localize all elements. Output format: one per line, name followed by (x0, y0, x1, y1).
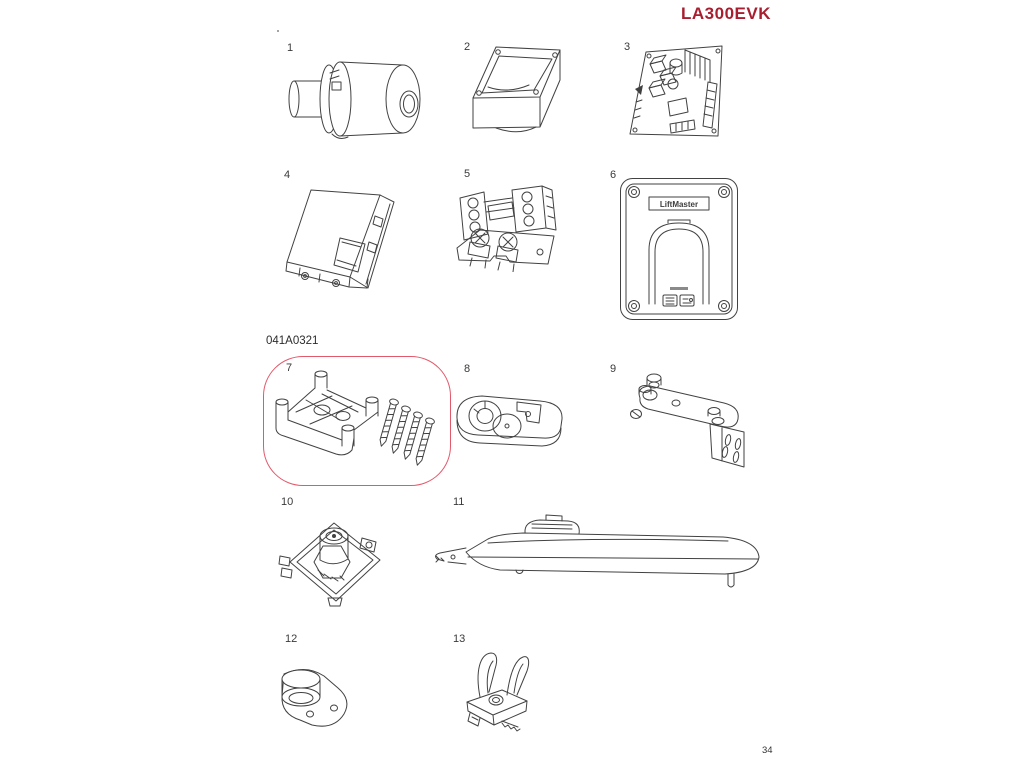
part-2-figure (468, 40, 573, 143)
group-code-label: 041A0321 (266, 335, 319, 347)
part-12-figure (264, 652, 364, 742)
part-4-number: 4 (284, 169, 291, 181)
part-6-figure (618, 176, 740, 327)
mounting-pad-and-screws-drawing (270, 368, 442, 480)
limit-switch-drawing (450, 382, 572, 457)
release-mechanism-drawing (276, 510, 394, 608)
part-11-number: 11 (453, 496, 465, 508)
part-3-figure (622, 32, 734, 149)
part-5-number: 5 (464, 168, 471, 180)
box-base-drawing (272, 180, 407, 302)
part-3-number: 3 (624, 41, 631, 53)
stray-dot (277, 30, 279, 32)
part-5-figure (450, 172, 560, 277)
part-12-number: 12 (285, 633, 298, 645)
part-7-number: 7 (286, 362, 293, 374)
circuit-board-drawing (622, 32, 734, 144)
part-11-figure (428, 512, 768, 599)
page-number: 34 (762, 745, 773, 756)
fork-bracket-drawing (450, 645, 542, 743)
liftmaster-logo-text: LiftMaster (659, 200, 699, 209)
motor-cylinder-drawing (282, 52, 437, 144)
actuator-arm-drawing (428, 512, 768, 594)
part-13-figure (450, 645, 542, 748)
gate-bracket-drawing (612, 368, 757, 470)
part-7-figure (270, 368, 442, 485)
part-6-number: 6 (610, 169, 617, 181)
part-10-number: 10 (281, 496, 294, 508)
page-title: LA300EVK (681, 4, 771, 23)
part-1-figure (282, 52, 437, 149)
cover-drawing (618, 176, 740, 322)
part-9-number: 9 (610, 363, 617, 375)
transformer-drawing (468, 40, 573, 138)
part-1-number: 1 (287, 42, 294, 54)
part-8-figure (450, 382, 572, 462)
post-bracket-drawing (264, 652, 364, 737)
terminal-block-drawing (450, 172, 560, 272)
part-2-number: 2 (464, 41, 471, 53)
part-10-figure (276, 510, 394, 613)
part-13-number: 13 (453, 633, 466, 645)
part-8-number: 8 (464, 363, 471, 375)
part-9-figure (612, 368, 757, 475)
part-4-figure (272, 180, 407, 307)
